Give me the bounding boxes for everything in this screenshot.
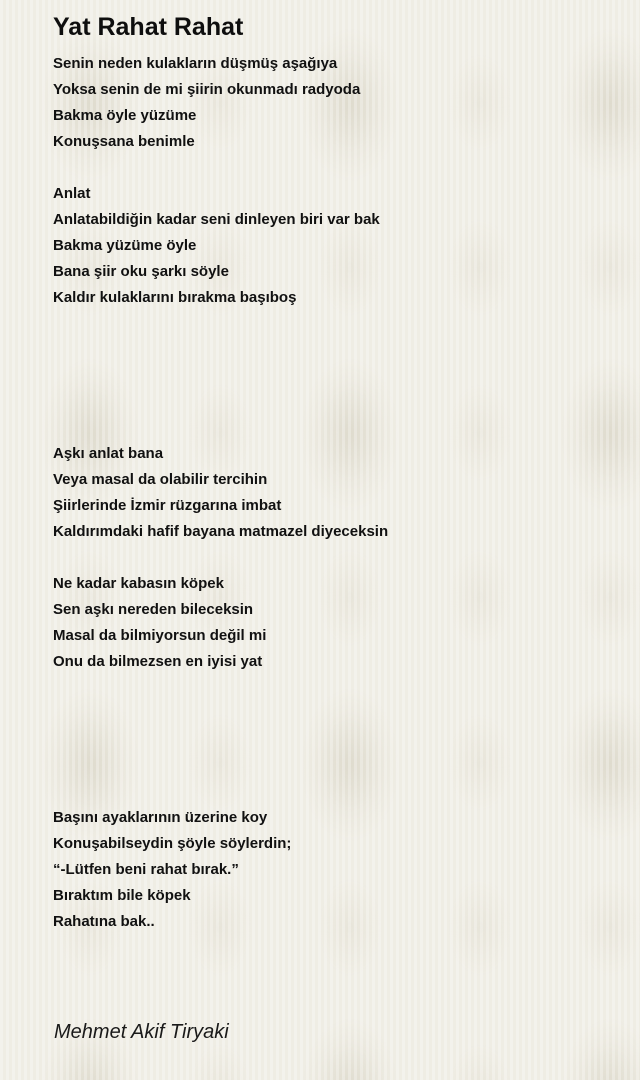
poem-line: Bakma öyle yüzüme <box>53 107 197 124</box>
stanza-break <box>53 337 613 363</box>
poem-line: Veya masal da olabilir tercihin <box>53 471 268 488</box>
stanza-break <box>53 727 613 753</box>
stanza-break <box>53 701 613 727</box>
poem-line: Rahatına bak.. <box>53 913 155 930</box>
poem-line: Bıraktım bile köpek <box>53 887 191 904</box>
poem-line: Aşkı anlat bana <box>53 445 164 462</box>
poem-line: Başını ayaklarının üzerine koy <box>53 809 268 826</box>
poem-line: Anlatabildiğin kadar seni dinleyen biri var bak <box>53 211 380 228</box>
stanza-break <box>53 545 613 571</box>
stanza-break <box>53 675 613 701</box>
poem-line: Ne kadar kabasın köpek <box>53 575 224 592</box>
poem-line: Bakma yüzüme öyle <box>53 237 197 254</box>
poem-line: Onu da bilmezsen en iyisi yat <box>53 653 263 670</box>
stanza-break <box>53 389 613 415</box>
poem-line: Şiirlerinde İzmir rüzgarına imbat <box>53 497 282 514</box>
poem-author: Mehmet Akif Tiryaki <box>54 1021 229 1043</box>
stanza-break <box>53 155 613 181</box>
poem-line: Sen aşkı nereden bileceksin <box>53 601 254 618</box>
poem-line: Konuşsana benimle <box>53 133 195 150</box>
poem-line: Senin neden kulakların düşmüş aşağıya <box>53 55 338 72</box>
poem-body <box>53 51 613 935</box>
stanza-break <box>53 311 613 337</box>
poem-line: Kaldırımdaki hafif bayana matmazel diyeceksin <box>53 523 389 540</box>
stanza-break <box>53 363 613 389</box>
poem-line: Kaldır kulaklarını bırakma başıboş <box>53 289 297 306</box>
poem-title: Yat Rahat Rahat <box>53 13 244 41</box>
stanza-break <box>53 415 613 441</box>
poem-line: Konuşabilseydin şöyle söylerdin; <box>53 835 292 852</box>
poem-line: Yoksa senin de mi şiirin okunmadı radyoda <box>53 81 361 98</box>
poem-line: “-Lütfen beni rahat bırak.” <box>53 861 239 878</box>
poem-line: Masal da bilmiyorsun değil mi <box>53 627 267 644</box>
poem-line: Bana şiir oku şarkı söyle <box>53 263 229 280</box>
stanza-break <box>53 779 613 805</box>
stanza-break <box>53 753 613 779</box>
poem-line: Anlat <box>53 185 91 202</box>
